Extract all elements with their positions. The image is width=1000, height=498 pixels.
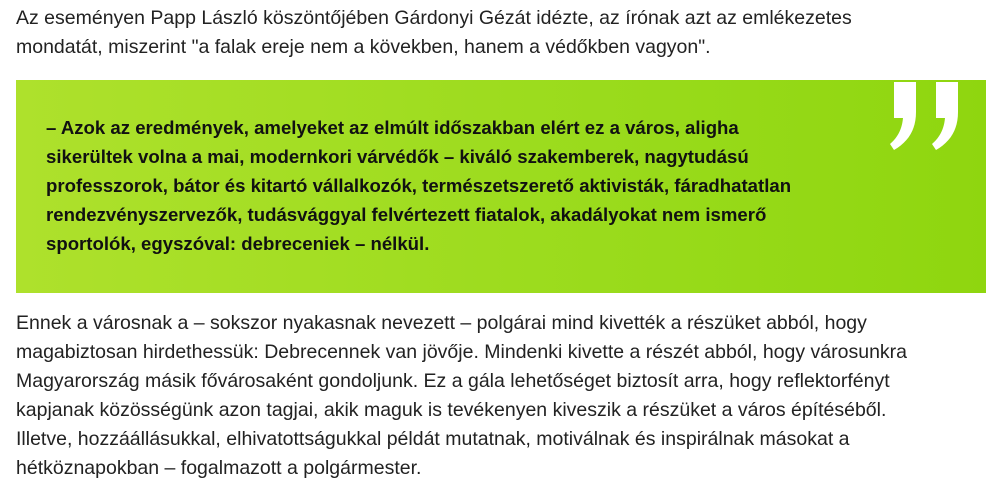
body-paragraph: Ennek a városnak a – sokszor nyakasnak nevezett – polgárai mind kivették a részüket abból, hogy magabiztosan hirdethessük: Debrecennek van jövője. Mindenki kivette a részét abból, hogy városunkra Magyarország másik fővárosaként gondoljunk. Ez a gála lehetőséget biztosít arra, hogy reflektorfényt kapjanak közösségünk azon tagjai, akik maguk is tevékenyen kiveszik a részüket a város építéséből. Illetve, hozzáállásukkal, elhivatottságukkal példát mutatnak, motiválnak és inspirálnak másokat a hétköznapokban – fogalmazott a polgármester. xyxy=(16,312,908,479)
pull-quote-box xyxy=(16,80,986,293)
intro-paragraph: Az eseményen Papp László köszöntőjében Gárdonyi Gézát idézte, az írónak azt az emlékezetes mondatát, miszerint "a falak ereje nem a kövekben, hanem a védőkben vagyon". xyxy=(16,7,852,58)
pull-quote-text: – Azok az eredmények, amelyeket az elmúlt időszakban elért ez a város, aligha sikerültek volna a mai, modernkori várvédők – kiváló szakemberek, nagytudású professzorok, bátor és kitartó vállalkozók, természetszerető aktivisták, fáradhatatlan rendezvényszervezők, tudásvággyal felvértezett fiatalok, akadályokat nem ismerő sportolók, egyszóval: debreceniek – nélkül. xyxy=(46,117,792,254)
closing-quote-icon xyxy=(886,82,970,152)
